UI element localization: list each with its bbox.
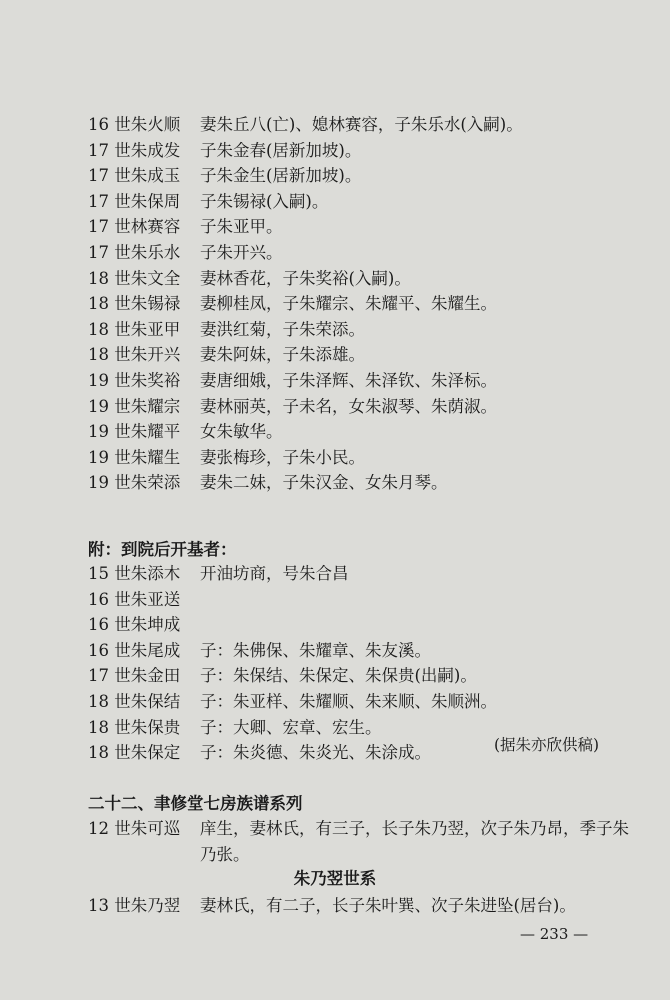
- entry-desc: 子朱亚甲。: [200, 217, 283, 237]
- entry-name: 19 世朱奖裕: [88, 371, 181, 390]
- entry-desc: 子：大卿、宏章、宏生。: [200, 717, 382, 737]
- entry-name: 18 世朱亚甲: [88, 319, 181, 339]
- entry-row: [88, 665, 477, 687]
- entry-row: [88, 396, 497, 418]
- entry-desc: 子朱开兴。: [200, 243, 283, 262]
- entry-row: [88, 691, 497, 713]
- entry-name: 13 世朱乃翌: [88, 896, 181, 915]
- entry-name: 18 世朱保结: [88, 692, 181, 711]
- entry-row: [88, 344, 365, 366]
- entry-row: [88, 165, 361, 187]
- entry-name: 17 世林赛容: [88, 217, 181, 237]
- entry-name: 17 世朱成发: [88, 140, 181, 160]
- entry-row: [88, 319, 365, 341]
- entry-desc: 妻林氏，有二子，长子朱叶巽、次子朱进坠(居台)。: [200, 896, 576, 915]
- entry-name: 18 世朱文全: [88, 268, 181, 288]
- entry-name: 18 世朱保贵: [88, 717, 181, 737]
- entry-desc: 女朱敏华。: [200, 422, 283, 442]
- entry-row: [88, 614, 200, 636]
- entry-row: [88, 563, 349, 585]
- entry-name: 17 世朱金田: [88, 666, 181, 686]
- entry-name: 16 世朱亚送: [88, 589, 181, 609]
- entry-row: [88, 140, 361, 162]
- entry-desc: 妻朱二妹，子朱汉金、女朱月琴。: [200, 473, 448, 493]
- entry-desc: 子朱金生(居新加坡)。: [200, 166, 362, 186]
- source-credit: (据朱亦欣供稿): [494, 736, 600, 754]
- entry-name: 17 世朱成玉: [88, 166, 181, 186]
- entry-name: 15 世朱添木: [88, 564, 181, 583]
- entry-name: 19 世朱荣添: [88, 473, 181, 493]
- entry-desc: 妻朱丘八(亡)、媳林赛容，子朱乐水(入嗣)。: [200, 115, 523, 134]
- entry-desc: 妻柳桂凤，子朱耀宗、朱耀平、朱耀生。: [200, 294, 497, 314]
- entry-row: [88, 895, 576, 917]
- entry-desc: 妻张梅珍，子朱小民。: [200, 447, 365, 467]
- entry-name: 16 世朱火顺: [88, 115, 181, 134]
- entry-name: 16 世朱坤成: [88, 615, 181, 635]
- subsection-heading: 朱乃翌世系: [293, 869, 377, 888]
- entry-row: [88, 370, 497, 392]
- entry-desc: 子：朱亚样、朱耀顺、朱来顺、朱顺洲。: [200, 692, 497, 711]
- entry-name: 19 世朱耀平: [88, 422, 181, 442]
- entry-desc: 妻洪红菊，子朱荣添。: [200, 319, 365, 339]
- entry-desc: 子朱锡禄(入嗣)。: [200, 191, 329, 211]
- entry-name: 19 世朱耀生: [88, 447, 181, 467]
- entry-row: [88, 114, 523, 136]
- entry-name: 19 世朱耀宗: [88, 396, 181, 416]
- entry-row: [88, 242, 283, 264]
- entry-row: [88, 816, 630, 868]
- entry-desc: 妻朱阿妹，子朱添雄。: [200, 345, 365, 365]
- entry-row: [88, 640, 431, 662]
- section-heading: 二十二、聿修堂七房族谱系列: [88, 794, 303, 813]
- appendix-heading: 附：到院后开基者：: [88, 540, 237, 559]
- entry-row: [88, 742, 431, 764]
- entry-row: [88, 268, 411, 290]
- entry-row: [88, 293, 497, 315]
- entry-name: 12 世朱可巡: [88, 819, 181, 838]
- entry-row: [88, 589, 200, 611]
- page-number: — 233 —: [520, 925, 589, 943]
- entry-row: [88, 447, 365, 469]
- entry-desc: 子：朱炎德、朱炎光、朱涂成。: [200, 743, 431, 763]
- entry-desc: 庠生，妻林氏，有三子，长子朱乃翌，次子朱乃昂，季子朱乃张。: [200, 819, 629, 864]
- entry-row: [88, 191, 328, 213]
- entry-name: 16 世朱尾成: [88, 640, 181, 660]
- entry-name: 17 世朱乐水: [88, 243, 181, 262]
- entry-name: 17 世朱保周: [88, 191, 181, 211]
- entry-desc: 开油坊商，号朱合昌: [200, 564, 349, 583]
- entry-name: 18 世朱锡禄: [88, 294, 181, 314]
- entry-desc: 子：朱保结、朱保定、朱保贵(出嗣)。: [200, 666, 477, 686]
- entry-row: [88, 216, 283, 238]
- entry-row: [88, 472, 448, 494]
- entry-row: [88, 717, 382, 739]
- entry-desc: 妻林香花，子朱奖裕(入嗣)。: [200, 268, 411, 288]
- entry-name: 18 世朱开兴: [88, 345, 181, 365]
- entry-row: [88, 421, 283, 443]
- entry-desc: 妻林丽英，子未名，女朱淑琴、朱荫淑。: [200, 396, 497, 416]
- entry-desc: 妻唐细娥，子朱泽辉、朱泽钦、朱泽标。: [200, 371, 497, 390]
- entry-name: 18 世朱保定: [88, 743, 181, 763]
- entry-desc: 子：朱佛保、朱耀章、朱友溪。: [200, 640, 431, 660]
- entry-desc: 子朱金春(居新加坡)。: [200, 140, 362, 160]
